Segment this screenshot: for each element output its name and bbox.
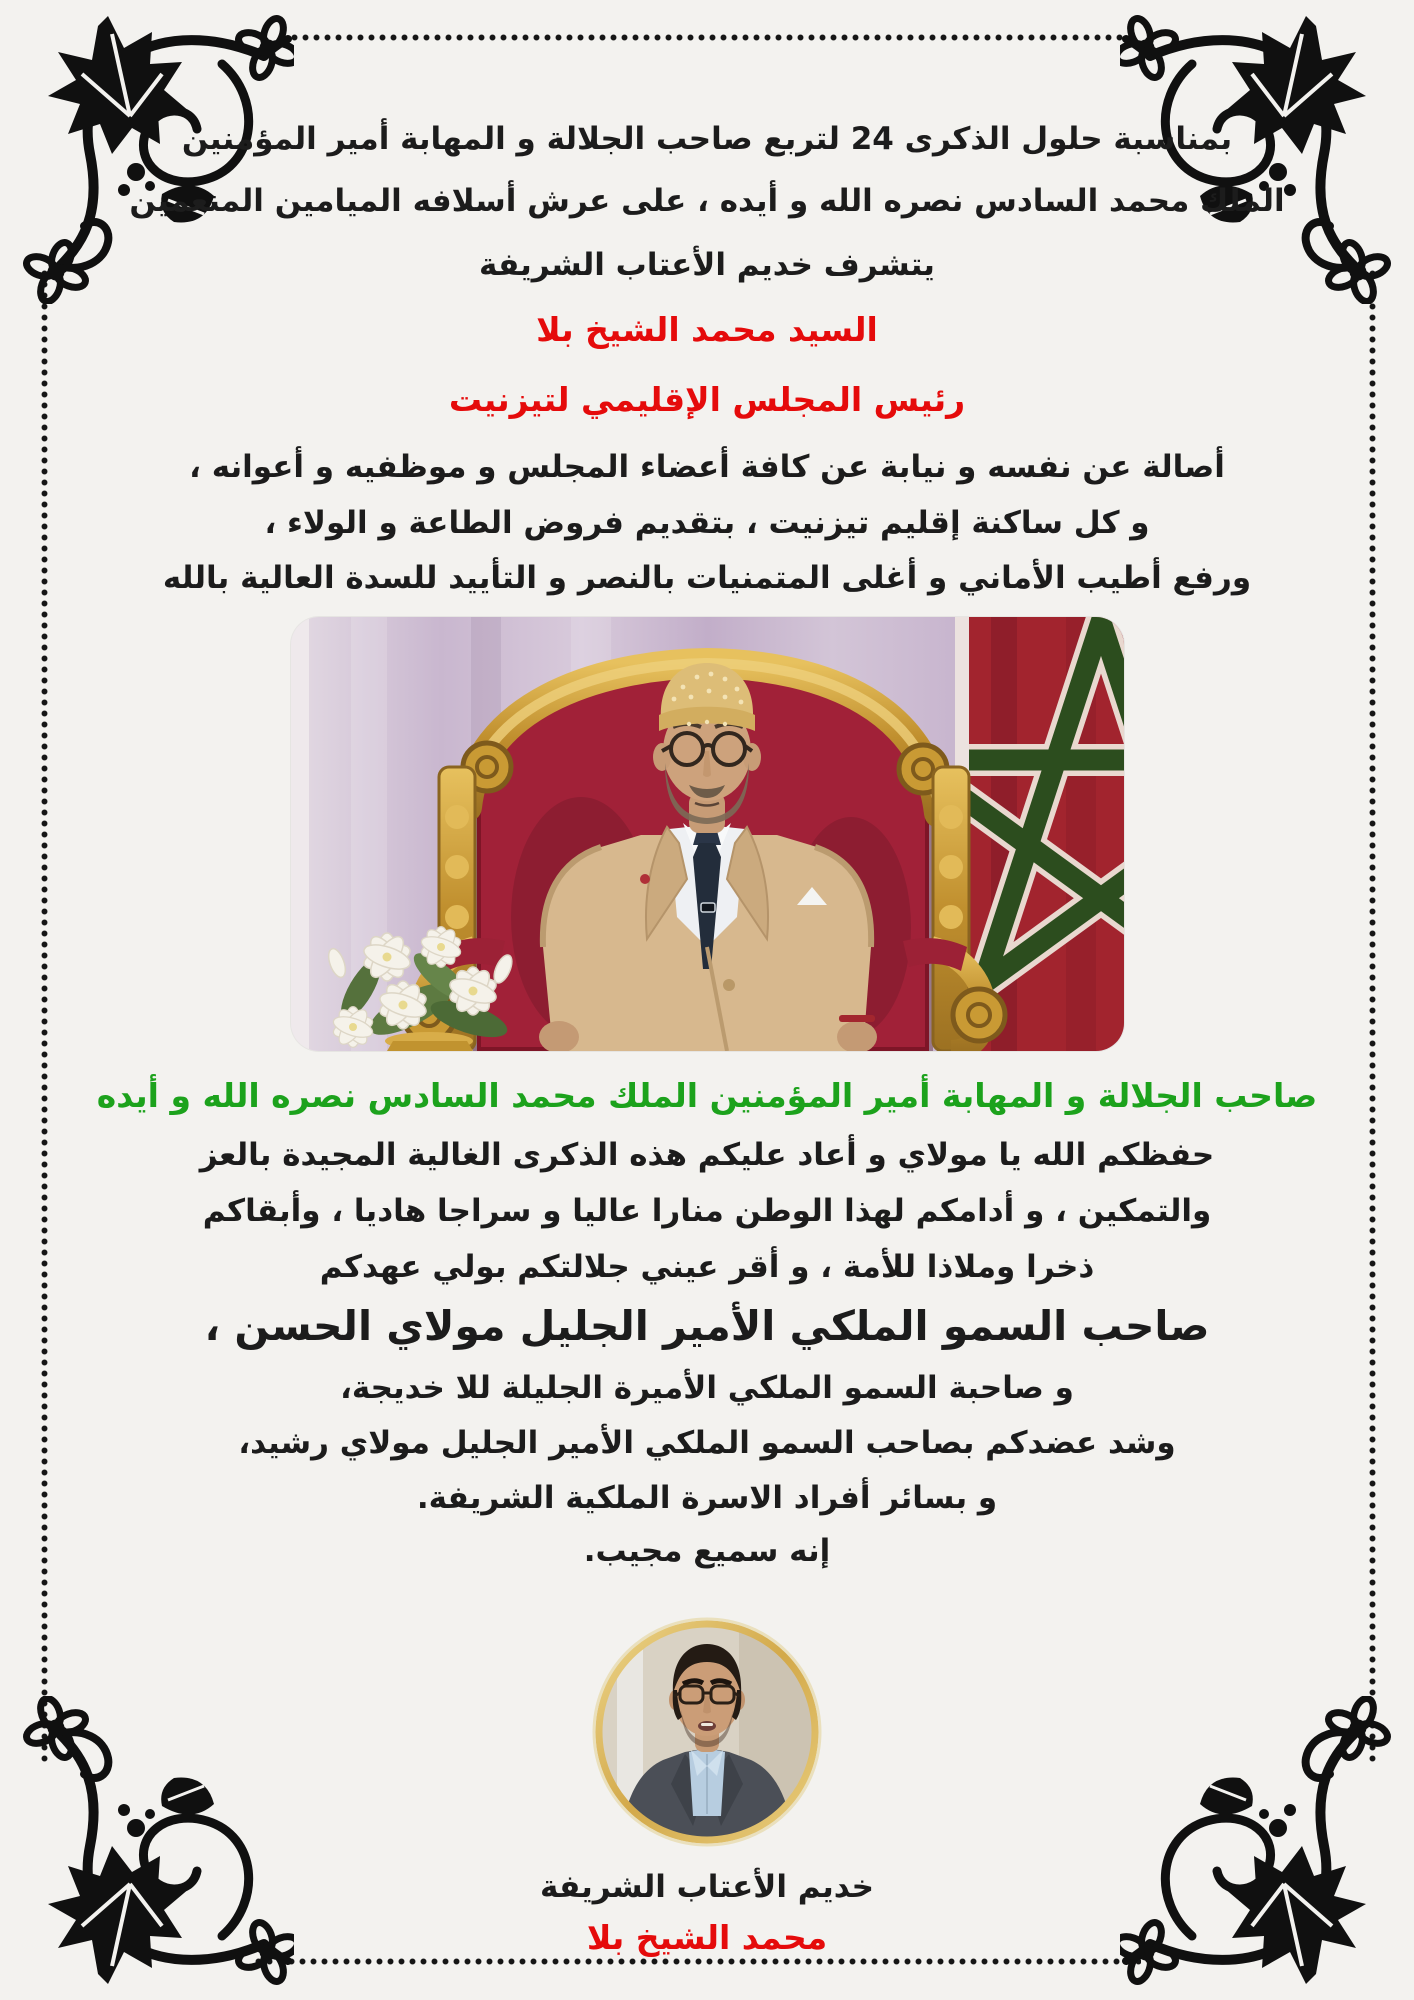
tribute-heading: صاحب الجلالة و المهابة أمير المؤمنين الملك محمد السادس نصره الله و أيده — [96, 1076, 1318, 1115]
footer-signature: محمد الشيخ بلا — [586, 1918, 828, 1957]
king-photo — [291, 617, 1124, 1051]
tribute-line: وشد عضدكم بصاحب السمو الملكي الأمير الجليل مولاي رشيد، — [238, 1425, 1176, 1461]
dotted-border-top — [289, 33, 1135, 42]
tribute-line: ذخرا وملاذا للأمة ، و أقر عيني جلالتكم بولي عهدكم — [319, 1249, 1095, 1285]
intro-line: الملك محمد السادس نصره الله و أيده ، على عرش أسلافه الميامين المنعمين — [129, 183, 1285, 219]
intro-line: يتشرف خديم الأعتاب الشريفة — [479, 247, 935, 283]
dotted-border-bottom — [253, 1957, 1141, 1966]
closing-line: إنه سميع مجيب. — [583, 1533, 831, 1569]
allegiance-line: و كل ساكنة إقليم تيزنيت ، بتقديم فروض الطاعة و الولاء ، — [264, 505, 1150, 541]
footer-title: خديم الأعتاب الشريفة — [540, 1869, 874, 1905]
allegiance-line: ورفع أطيب الأماني و أغلى المتمنيات بالنصر و التأييد للسدة العالية بالله — [162, 560, 1252, 596]
tribute-line: و بسائر أفراد الاسرة الملكية الشريفة. — [416, 1480, 998, 1516]
crown-prince-line: صاحب السمو الملكي الأمير الجليل مولاي الحسن ، — [204, 1302, 1210, 1350]
president-portrait-photo — [589, 1614, 825, 1850]
intro-line: بمناسبة حلول الذكرى 24 لتربع صاحب الجلالة و المهابة أمير المؤمنين — [181, 121, 1233, 157]
tribute-line: والتمكين ، و أدامكم لهذا الوطن منارا عاليا و سراجا هاديا ، وأبقاكم — [202, 1193, 1212, 1229]
sender-name: السيد محمد الشيخ بلا — [536, 310, 878, 349]
tribute-line: و صاحبة السمو الملكي الأميرة الجليلة للا خديجة، — [340, 1370, 1074, 1406]
tribute-line: حفظكم الله يا مولاي و أعاد عليكم هذه الذكرى الغالية المجيدة بالعز — [199, 1137, 1215, 1173]
allegiance-line: أصالة عن نفسه و نيابة عن كافة أعضاء المجلس و موظفيه و أعوانه ، — [189, 449, 1225, 485]
sender-title: رئيس المجلس الإقليمي لتيزنيت — [448, 380, 966, 419]
